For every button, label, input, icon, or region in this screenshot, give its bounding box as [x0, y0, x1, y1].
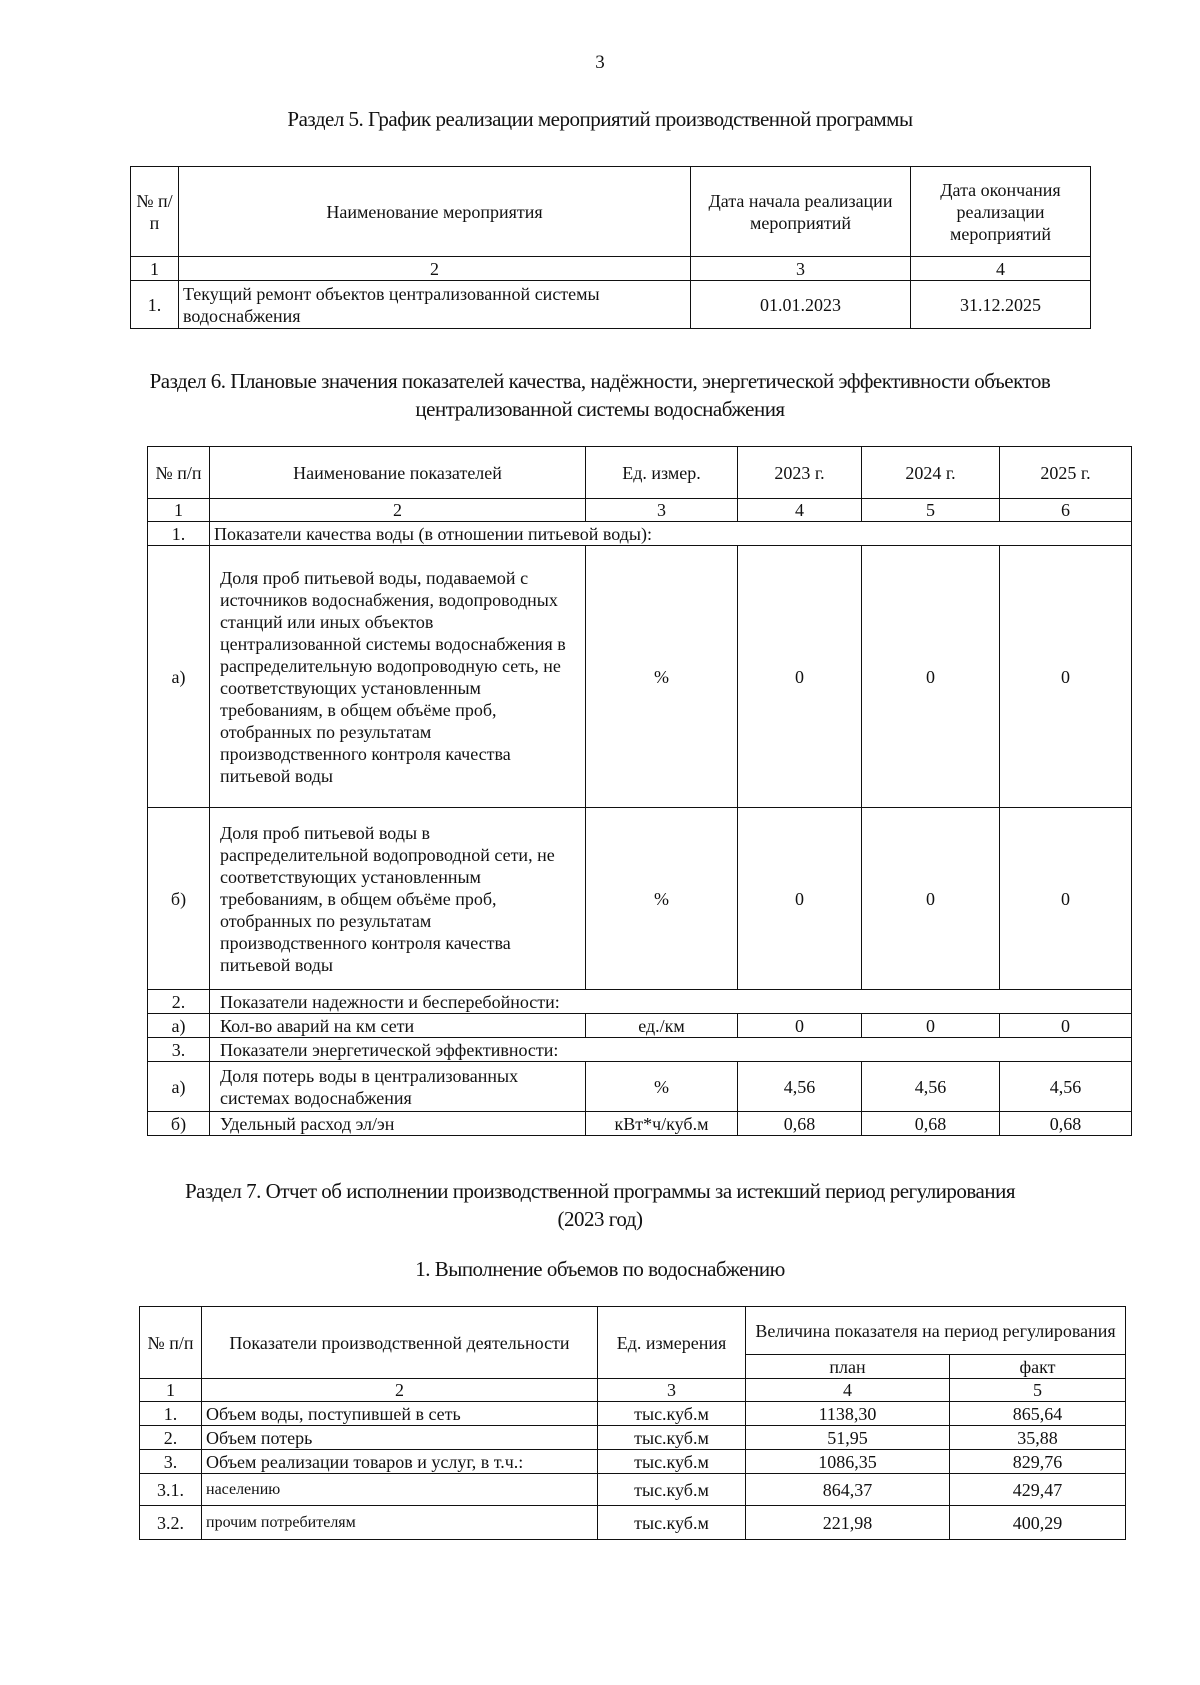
row-name: Текущий ремонт объектов централизованной системы водоснабжения [179, 281, 691, 329]
row-value-2025: 0,68 [1000, 1112, 1132, 1136]
row-plan: 51,95 [746, 1426, 950, 1450]
col-number: 6 [1000, 499, 1132, 522]
col-number: 1 [140, 1379, 202, 1402]
row-name: Удельный расход эл/эн [210, 1112, 586, 1136]
column-number-row [131, 257, 1091, 281]
table-row [148, 1014, 1132, 1038]
row-plan: 221,98 [746, 1506, 950, 1540]
col-number: 2 [202, 1379, 598, 1402]
header-value-group: Величина показателя на период регулирования [746, 1307, 1126, 1355]
row-num: 3.2. [140, 1506, 202, 1540]
col-number: 4 [738, 499, 862, 522]
row-unit: % [586, 808, 738, 990]
row-name: населению [202, 1474, 598, 1506]
header-unit: Ед. измер. [586, 447, 738, 499]
row-value-2025: 4,56 [1000, 1062, 1132, 1112]
header-2023: 2023 г. [738, 447, 862, 499]
row-name: Доля проб питьевой воды в распределительной водопроводной сети, не соответствующих установленным требованиям, в общем объёме проб, отобранных по результатам производственного контроля качества питьевой воды [210, 808, 586, 990]
group-row [148, 990, 1132, 1014]
header-num: № п/п [148, 447, 210, 499]
table-header-row [140, 1307, 1126, 1355]
group-num: 1. [148, 522, 210, 546]
row-value-2025: 0 [1000, 546, 1132, 808]
group-title: Показатели качества воды (в отношении питьевой воды): [210, 522, 1132, 546]
col-number: 4 [746, 1379, 950, 1402]
col-number: 2 [210, 499, 586, 522]
row-num: а) [148, 546, 210, 808]
row-unit: % [586, 546, 738, 808]
section5-title: Раздел 5. График реализации мероприятий производственной программы [287, 107, 913, 131]
row-value-2024: 0 [862, 546, 1000, 808]
row-value-2024: 4,56 [862, 1062, 1000, 1112]
header-end-date: Дата окончания реализации мероприятий [911, 167, 1091, 257]
row-value-2024: 0 [862, 808, 1000, 990]
row-name: Кол-во аварий на км сети [210, 1014, 586, 1038]
header-indicator-name: Наименование показателей [210, 447, 586, 499]
col-number: 1 [131, 257, 179, 281]
row-fact: 429,47 [950, 1474, 1126, 1506]
group-row [148, 522, 1132, 546]
table-row [148, 1062, 1132, 1112]
col-number: 5 [862, 499, 1000, 522]
header-fact: факт [950, 1355, 1126, 1379]
col-number: 1 [148, 499, 210, 522]
table-row [140, 1506, 1126, 1540]
section6-title-line1: Раздел 6. Плановые значения показателей качества, надёжности, энергетической эффективности объектов [149, 369, 1051, 393]
section6-title-line2: централизованной системы водоснабжения [415, 397, 785, 421]
row-value-2023: 0 [738, 1014, 862, 1038]
row-num: а) [148, 1014, 210, 1038]
group-row [148, 1038, 1132, 1062]
row-name: прочим потребителям [202, 1506, 598, 1540]
section7-table [139, 1306, 1126, 1540]
row-value-2025: 0 [1000, 1014, 1132, 1038]
row-value-2023: 0 [738, 546, 862, 808]
row-name: Объем реализации товаров и услуг, в т.ч.: [202, 1450, 598, 1474]
row-num: а) [148, 1062, 210, 1112]
header-2025: 2025 г. [1000, 447, 1132, 499]
col-number: 4 [911, 257, 1091, 281]
group-title: Показатели энергетической эффективности: [210, 1038, 1132, 1062]
header-start-date: Дата начала реализации мероприятий [691, 167, 911, 257]
row-num: б) [148, 1112, 210, 1136]
row-name: Доля проб питьевой воды, подаваемой с источников водоснабжения, водопроводных станций или иных объектов централизованной системы водоснабжения в распределительную водопроводную сеть, не соответствующих установленным требованиям, в общем объёме проб, отобранных по результатам производственного контроля качества питьевой воды [210, 546, 586, 808]
section7-subtitle: 1. Выполнение объемов по водоснабжению [415, 1257, 785, 1281]
row-value-2023: 0 [738, 808, 862, 990]
table-row [140, 1402, 1126, 1426]
row-value-2024: 0 [862, 1014, 1000, 1038]
header-event-name: Наименование мероприятия [179, 167, 691, 257]
header-indicator-name: Показатели производственной деятельности [202, 1307, 598, 1379]
row-end-date: 31.12.2025 [911, 281, 1091, 329]
column-number-row [148, 499, 1132, 522]
row-num: 3. [140, 1450, 202, 1474]
table-row [148, 1112, 1132, 1136]
group-num: 2. [148, 990, 210, 1014]
row-fact: 865,64 [950, 1402, 1126, 1426]
row-value-2023: 4,56 [738, 1062, 862, 1112]
row-fact: 400,29 [950, 1506, 1126, 1540]
col-number: 3 [691, 257, 911, 281]
row-num: 2. [140, 1426, 202, 1450]
row-unit: тыс.куб.м [598, 1402, 746, 1426]
row-start-date: 01.01.2023 [691, 281, 911, 329]
col-number: 2 [179, 257, 691, 281]
row-num: 1. [131, 281, 179, 329]
header-num: № п/п [140, 1307, 202, 1379]
row-num: 3.1. [140, 1474, 202, 1506]
row-unit: кВт*ч/куб.м [586, 1112, 738, 1136]
table-row [148, 546, 1132, 808]
group-num: 3. [148, 1038, 210, 1062]
row-unit: тыс.куб.м [598, 1474, 746, 1506]
col-number: 5 [950, 1379, 1126, 1402]
section6-table [147, 446, 1132, 1136]
header-unit: Ед. измерения [598, 1307, 746, 1379]
row-unit: ед./км [586, 1014, 738, 1038]
col-number: 3 [586, 499, 738, 522]
row-name: Объем потерь [202, 1426, 598, 1450]
row-fact: 35,88 [950, 1426, 1126, 1450]
header-plan: план [746, 1355, 950, 1379]
table-header-row [148, 447, 1132, 499]
table-row [148, 808, 1132, 990]
page-number: 3 [595, 52, 605, 73]
row-unit: тыс.куб.м [598, 1506, 746, 1540]
table-header-row [131, 167, 1091, 257]
header-num: № п/п [131, 167, 179, 257]
row-value-2025: 0 [1000, 808, 1132, 990]
row-unit: % [586, 1062, 738, 1112]
section5-table [130, 166, 1091, 329]
row-unit: тыс.куб.м [598, 1450, 746, 1474]
table-row [131, 281, 1091, 329]
row-value-2024: 0,68 [862, 1112, 1000, 1136]
row-value-2023: 0,68 [738, 1112, 862, 1136]
table-row [140, 1426, 1126, 1450]
row-plan: 864,37 [746, 1474, 950, 1506]
row-num: 1. [140, 1402, 202, 1426]
col-number: 3 [598, 1379, 746, 1402]
column-number-row [140, 1379, 1126, 1402]
table-row [140, 1450, 1126, 1474]
section7-title-line1: Раздел 7. Отчет об исполнении производственной программы за истекший период регулирования [184, 1179, 1016, 1203]
table-row [140, 1474, 1126, 1506]
row-num: б) [148, 808, 210, 990]
section7-title-line2: (2023 год) [557, 1207, 643, 1231]
row-name: Доля потерь воды в централизованных системах водоснабжения [210, 1062, 586, 1112]
row-fact: 829,76 [950, 1450, 1126, 1474]
row-plan: 1138,30 [746, 1402, 950, 1426]
row-unit: тыс.куб.м [598, 1426, 746, 1450]
header-2024: 2024 г. [862, 447, 1000, 499]
row-plan: 1086,35 [746, 1450, 950, 1474]
group-title: Показатели надежности и бесперебойности: [210, 990, 1132, 1014]
row-name: Объем воды, поступившей в сеть [202, 1402, 598, 1426]
